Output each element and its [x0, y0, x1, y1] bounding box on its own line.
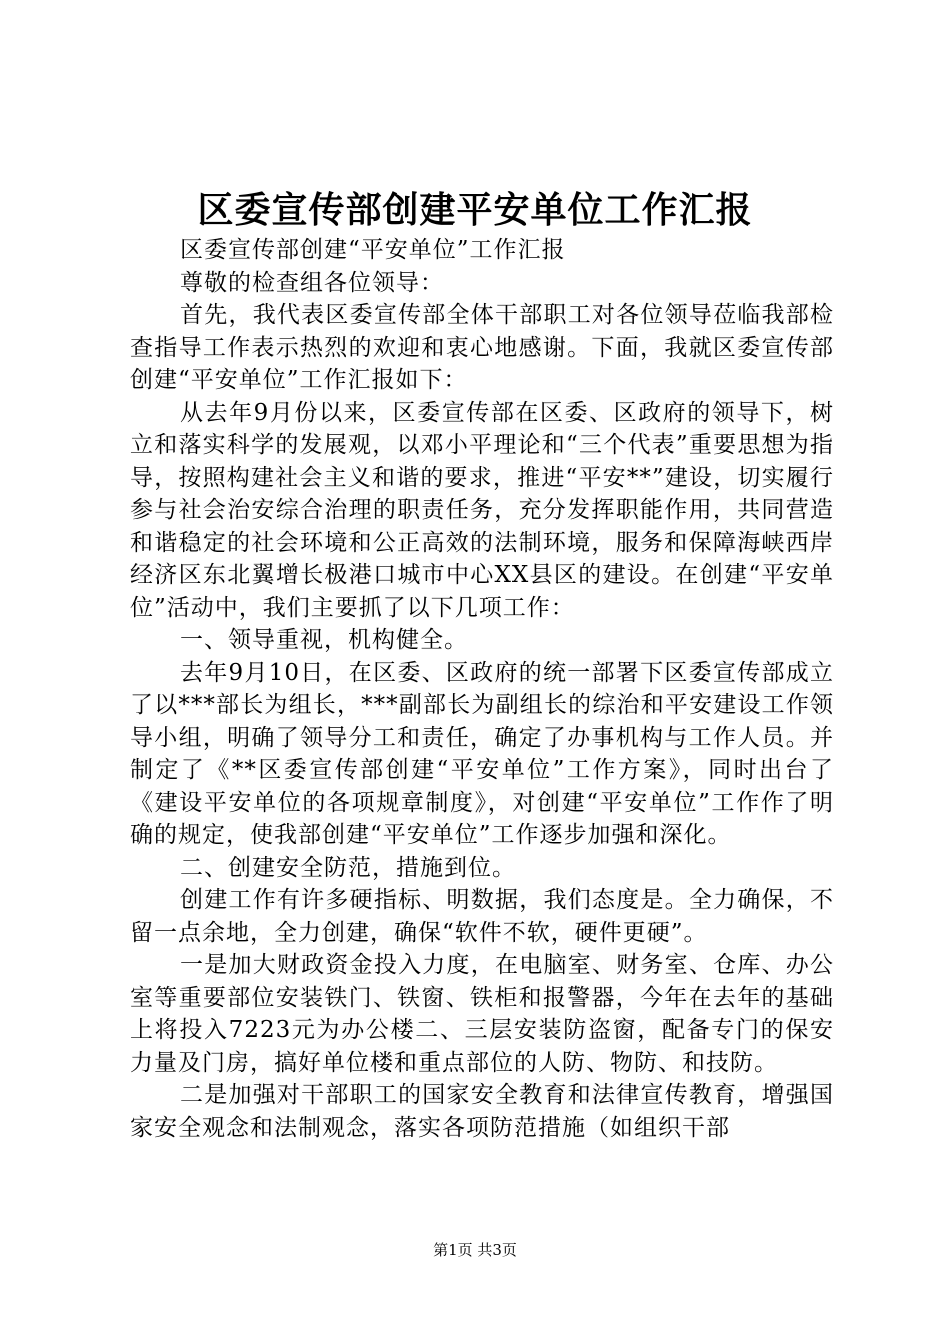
- paragraph: 二是加强对干部职工的国家安全教育和法律宣传教育，增强国家安全观念和法制观念，落实各项防范措施（如组织干部: [130, 1082, 834, 1141]
- paragraph: 去年9月10日，在区委、区政府的统一部署下区委宣传部成立了以***部长为组长，***副部长为副组长的综治和平安建设工作领导小组，明确了领导分工和责任，确定了办事机构与工作人员。并制定了《**区委宣传部创建“平安单位”工作方案》，同时出台了《建设平安单位的各项规章制度》，对创建“平安单位”工作作了明确的规定，使我部创建“平安单位”工作逐步加强和深化。: [130, 659, 834, 848]
- paragraph: 二、创建安全防范，措施到位。: [180, 854, 516, 881]
- paragraph: 区委宣传部创建“平安单位”工作汇报: [180, 237, 566, 263]
- paragraph: 一是加大财政资金投入力度，在电脑室、财务室、仓库、办公室等重要部位安装铁门、铁窗、铁柜和报警器，今年在去年的基础上将投入7223元为办公楼二、三层安装防盗窗，配备专门的保安力量及门房，搞好单位楼和重点部位的人防、物防、和技防。: [130, 952, 834, 1076]
- document-body: [130, 234, 834, 1144]
- document-title: 区委宣传部创建平安单位工作汇报: [197, 189, 753, 231]
- paragraph: 一、领导重视，机构健全。: [180, 627, 468, 653]
- paragraph: 尊敬的检查组各位领导：: [180, 269, 444, 296]
- paragraph: 从去年9月份以来，区委宣传部在区委、区政府的领导下，树立和落实科学的发展观，以邓小平理论和“三个代表”重要思想为指导，按照构建社会主义和谐的要求，推进“平安**”建设，切实履行参与社会治安综合治理的职责任务，充分发挥职能作用，共同营造和谐稳定的社会环境和公正高效的法制环境，服务和保障海峡西岸经济区东北翼增长极港口城市中心XX县区的建设。在创建“平安单位”活动中，我们主要抓了以下几项工作：: [130, 399, 834, 621]
- paragraph: 创建工作有许多硬指标、明数据，我们态度是。全力确保，不留一点余地，全力创建，确保“软件不软，硬件更硬”。: [130, 887, 834, 946]
- paragraph: 首先，我代表区委宣传部全体干部职工对各位领导莅临我部检查指导工作表示热烈的欢迎和衷心地感谢。下面，我就区委宣传部创建“平安单位”工作汇报如下：: [130, 302, 834, 393]
- page-footer: 第1页 共3页: [433, 1241, 517, 1259]
